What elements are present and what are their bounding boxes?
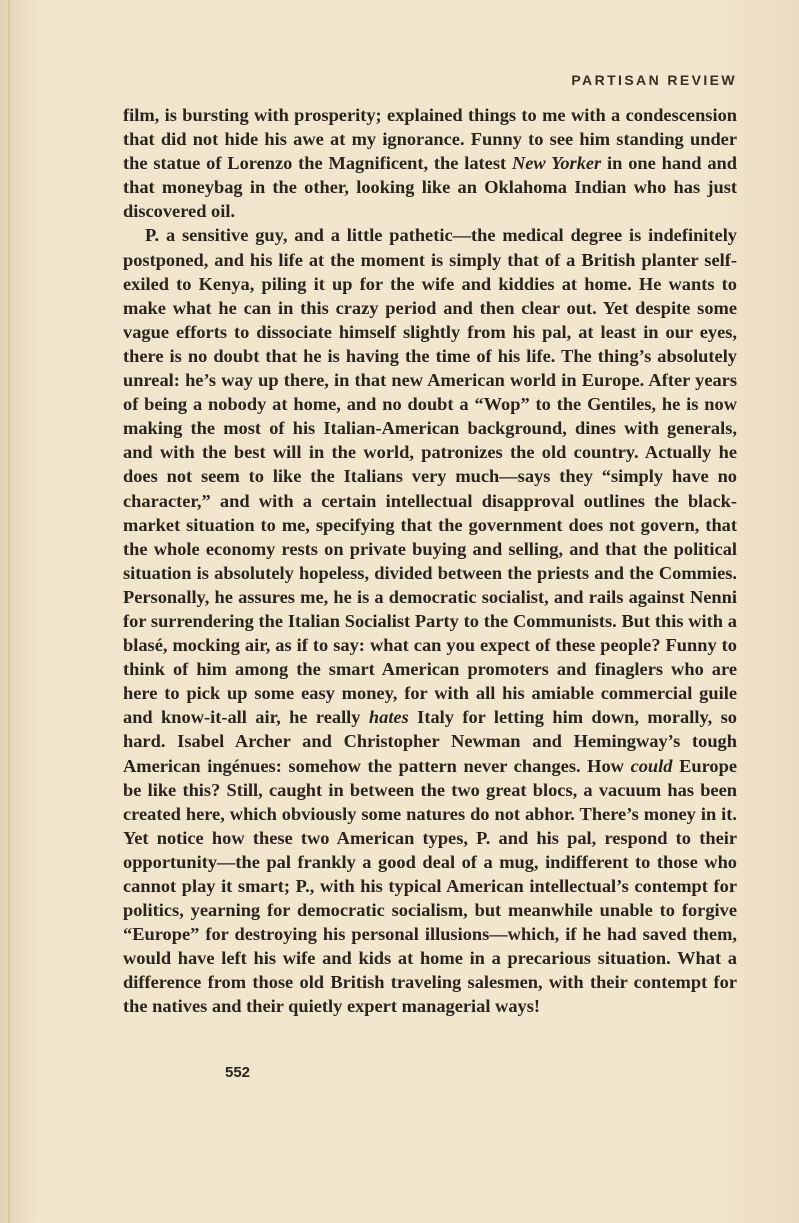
running-head: PARTISAN REVIEW bbox=[571, 72, 737, 88]
emphasis-hates: hates bbox=[368, 707, 409, 728]
gutter-shadow bbox=[8, 0, 10, 1223]
paragraph-1-text-b: in one hand and that moneybag in the other, looking like an Oklahoma Indian who has just discovered oil. bbox=[123, 153, 737, 222]
paragraph-2 bbox=[123, 223, 737, 1018]
paragraph-2-text-a: P. a sensitive guy, and a little pathetic—the medical degree is indefinitely postponed, and his life at the moment is simply that of a British planter self-exiled to Kenya, piling it up for the wife and kiddies at home. He wants to make what he can in this crazy period and then clear out. Yet despite some vague efforts to dissociate himself slightly from his pal, at least in our eyes, there is no doubt that he is having the time of his life. The thing’s absolutely unreal: he’s way up there, in that new American world in Europe. After years of being a nobody at home, and no doubt a “Wop” to the Gentiles, he is now making the most of his Italian-American background, dines with generals, and with the best will in the world, patronizes the old country. Actually he does not seem to like the Italians very much—says they “simply have no character,” and with a certain intellectual disapproval outlines the black-market situation to me, specifying that the government does not govern, that the whole economy rests on private buying and selling, and that the political situation is absolutely hopeless, divided between the priests and the Commies. Personally, he assures me, he is a democratic socialist, and rails against Nenni for surrendering the Italian Socialist Party to the Communists. But this with a blasé, mocking air, as if to say: what can you expect of these people? Funny to think of him among the smart American promoters and finaglers who are here to pick up some easy money, for with all his amiable commercial guile and know-it-all air, he really bbox=[123, 225, 737, 728]
body-text bbox=[123, 103, 737, 1019]
page-number: 552 bbox=[225, 1064, 251, 1081]
magazine-title-italic: New Yorker bbox=[511, 153, 602, 174]
paragraph-1-text-a: film, is bursting with prosperity; explained things to me with a condescension that did not hide his awe at my ignorance. Funny to see him standing under the statue of Lorenzo the Magnificent, the latest bbox=[123, 105, 737, 174]
paragraph-1 bbox=[123, 103, 737, 223]
paragraph-2-text-b: Italy for letting him down, morally, so hard. Isabel Archer and Christopher Newman and Hemingway’s tough American ingénues: somehow the pattern never changes. How bbox=[123, 707, 737, 776]
paragraph-2-text-c: Europe be like this? Still, caught in between the two great blocs, a vacuum has been created here, which obviously some natures do not abhor. There’s money in it. Yet notice how these two American types, P. and his pal, respond to their opportunity—the pal frankly a good deal of a mug, indifferent to those who cannot play it smart; P., with his typical American intellectual’s contempt for politics, yearning for democratic socialism, but meanwhile unable to forgive “Europe” for destroying his personal illusions—which, if he had saved them, would have left his wife and kids at home in a precarious situation. What a difference from those old British traveling salesmen, with their contempt for the natives and their quietly expert managerial ways! bbox=[123, 755, 737, 1017]
emphasis-could: could bbox=[630, 755, 673, 776]
